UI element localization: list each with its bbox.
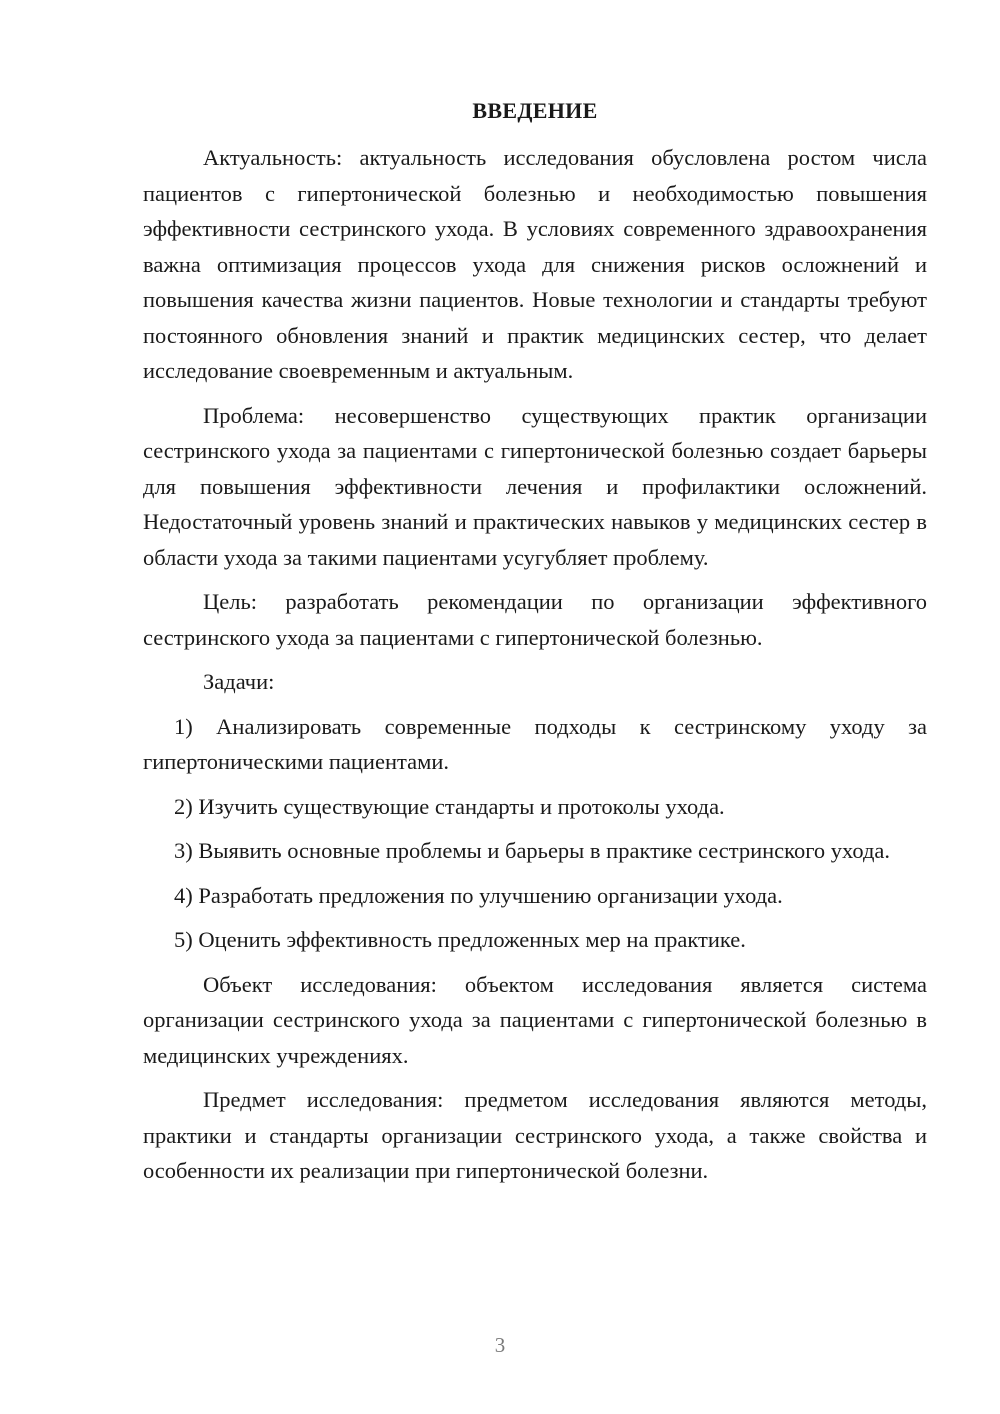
paragraph-subject: Предмет исследования: предметом исследования являются методы, практики и стандарты организации сестринского ухода, а также свойства и особенности их реализации при гипертонической болезни. bbox=[143, 1087, 927, 1183]
paragraph-goal: Цель: разработать рекомендации по организации эффективного сестринского ухода за пациентами с гипертонической болезнью. bbox=[143, 589, 927, 650]
document-page bbox=[143, 96, 927, 1198]
task-item-1: 1) Анализировать современные подходы к сестринскому уходу за гипертоническими пациентами. bbox=[143, 713, 927, 774]
paragraph-object: Объект исследования: объектом исследования является система организации сестринского ухода за пациентами с гипертонической болезнью в медицинских учреждениях. bbox=[143, 971, 927, 1068]
task-item-3: 3) Выявить основные проблемы и барьеры в практике сестринского ухода. bbox=[174, 838, 891, 863]
tasks-heading: Задачи: bbox=[203, 669, 275, 694]
paragraph-relevance: Актуальность: актуальность исследования обусловлена ростом числа пациентов с гипертонической болезнью и необходимостью повышения эффективности сестринского ухода. В условиях современного здравоохранения важна оптимизация процессов ухода для снижения рисков осложнений и повышения качества жизни пациентов. Новые технологии и стандарты требуют постоянного обновления знаний и практик медицинских сестер, что делает исследование своевременным и актуальным. bbox=[143, 145, 927, 383]
section-title: ВВЕДЕНИЕ bbox=[472, 98, 598, 123]
task-item-2: 2) Изучить существующие стандарты и протоколы ухода. bbox=[174, 793, 725, 819]
task-item-4: 4) Разработать предложения по улучшению организации ухода. bbox=[174, 882, 783, 908]
paragraph-problem: Проблема: несовершенство существующих практик организации сестринского ухода за пациентами с гипертонической болезнью создает барьеры для повышения эффективности лечения и профилактики осложнений. Недостаточный уровень знаний и практических навыков у медицинских сестер в области ухода за такими пациентами усугубляет проблему. bbox=[143, 402, 927, 570]
task-item-5: 5) Оценить эффективность предложенных мер на практике. bbox=[174, 927, 746, 952]
page-number: 3 bbox=[494, 1333, 506, 1357]
